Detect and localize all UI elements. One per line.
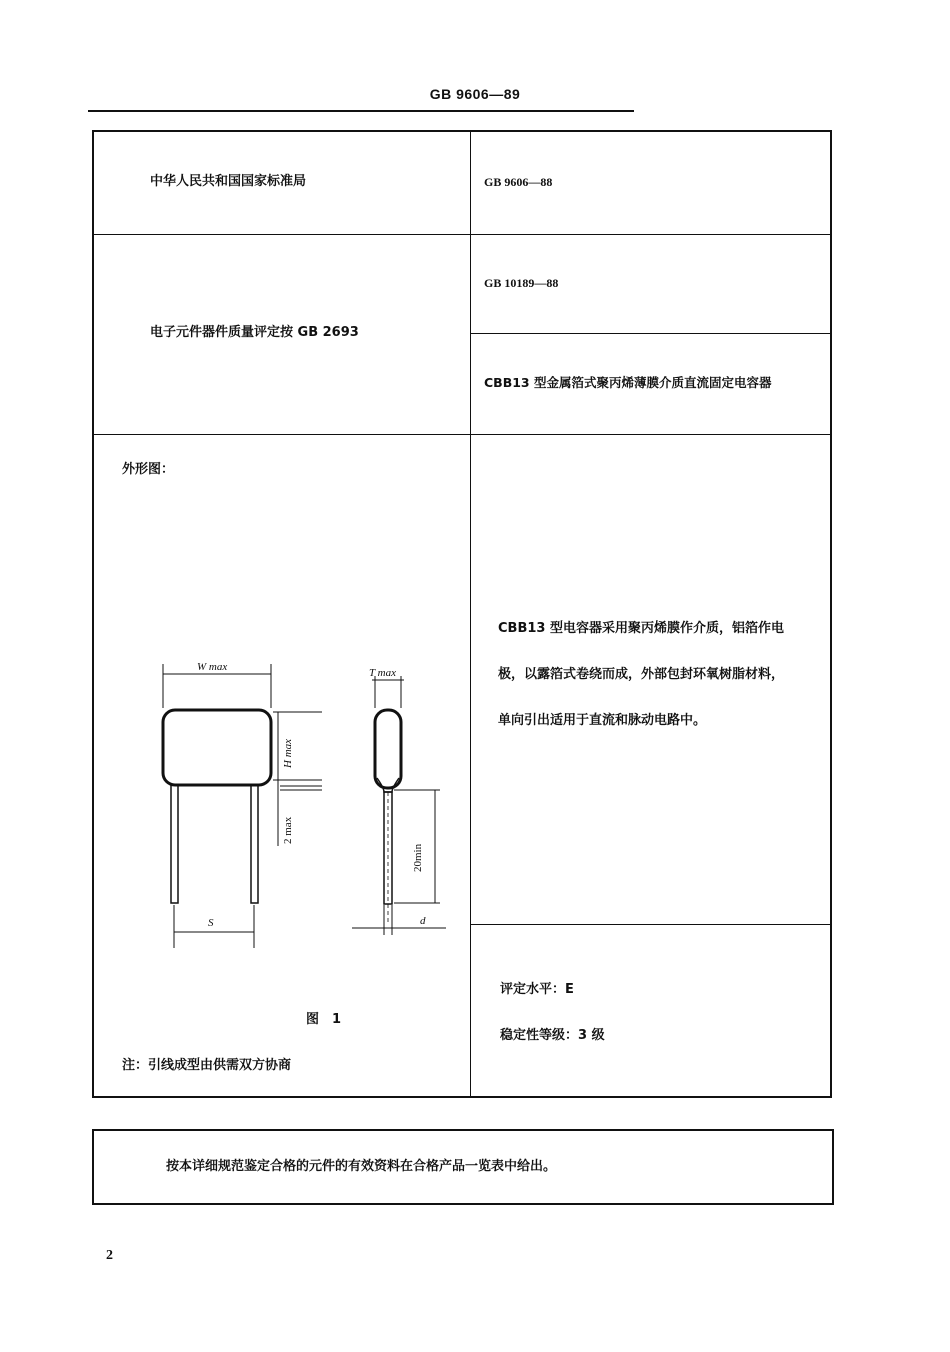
twenty-min-label: 20min (412, 843, 424, 872)
t-max-label: T max (369, 667, 396, 679)
lead-left (171, 785, 178, 903)
lead-forming-note: 注：引线成型由供需双方协商 (122, 1058, 292, 1073)
standard-number-2: GB 10189—88 (484, 276, 559, 290)
description-line-2: 极，以露箔式卷绕而成，外部包封环氧树脂材料， (498, 667, 785, 682)
issuing-organization: 中华人民共和国国家标准局 (150, 174, 307, 189)
capacitor-outline-figure (140, 650, 460, 950)
column-divider (470, 132, 471, 1098)
row-divider (470, 333, 832, 334)
w-max-label: W max (197, 661, 228, 673)
qualification-statement: 按本详细规范鉴定合格的元件的有效资料在合格产品一览表中给出。 (166, 1159, 557, 1174)
figure-caption: 图 1 (306, 1012, 342, 1027)
quality-assessment-basis: 电子元件器件质量评定按 GB 2693 (150, 325, 359, 340)
row-divider (94, 434, 832, 435)
page-number: 2 (106, 1248, 113, 1263)
spec-table (92, 130, 832, 1098)
description-line-1: CBB13 型电容器采用聚丙烯膜作介质，铝箔作电 (498, 621, 784, 636)
assessment-level: 评定水平：E (500, 982, 574, 997)
standard-number-1: GB 9606—88 (484, 175, 553, 189)
capacitor-body-front (163, 710, 271, 785)
h-max-label: H max (282, 738, 294, 768)
s-label: S (208, 917, 214, 929)
stability-grade: 稳定性等级：3 级 (500, 1028, 605, 1043)
d-label: d (420, 915, 426, 927)
two-max-label: 2 max (282, 816, 294, 844)
description-line-3: 单向引出适用于直流和脉动电路中。 (498, 713, 707, 728)
header-rule (88, 110, 634, 112)
row-divider (470, 924, 832, 925)
row-divider (94, 234, 832, 235)
capacitor-body-side (375, 710, 401, 788)
lead-right (251, 785, 258, 903)
product-title: CBB13 型金属箔式聚丙烯薄膜介质直流固定电容器 (484, 375, 772, 390)
outline-drawing-label: 外形图： (122, 462, 175, 477)
document-code: GB 9606—89 (429, 86, 521, 102)
